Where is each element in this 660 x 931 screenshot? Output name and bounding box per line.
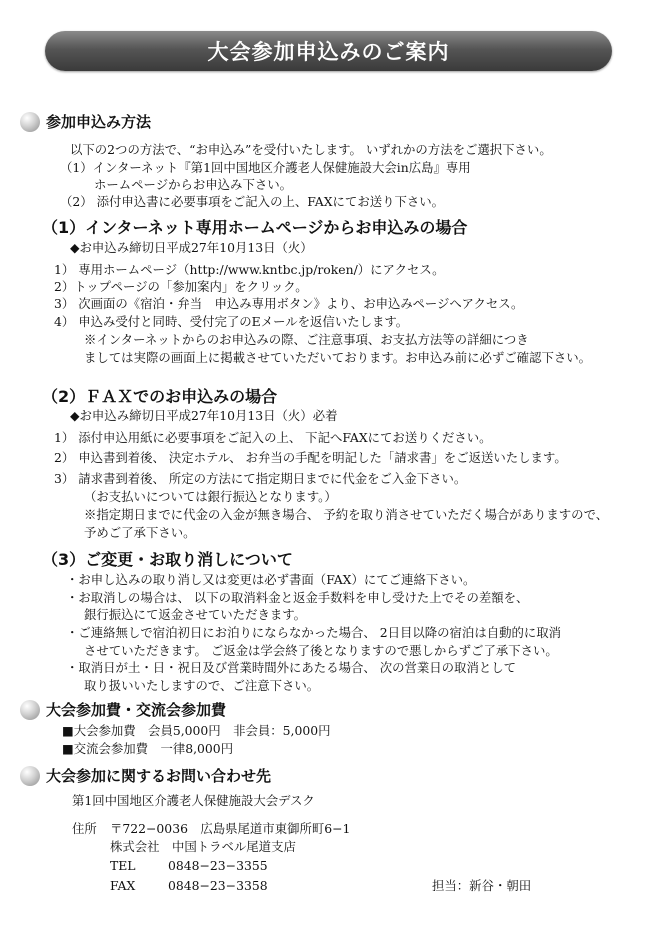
fax-deadline: ◆お申込み締切日平成27年10月13日（火）必着: [70, 408, 338, 423]
internet-heading: （1）インターネット専用ホームページからお申込みの場合: [42, 218, 468, 237]
change-bullet-4a: ・取消日が土・日・祝日及び営業時間外にあたる場合、 次の営業日の取消として: [66, 660, 517, 675]
fee-line-1: ■大会参加費 会員5,000円 非会員：5,000円: [62, 723, 331, 738]
contact-desk: 第1回中国地区介護老人保健施設大会デスク: [72, 793, 315, 808]
method-intro: 以下の2つの方法で、“お申込み”を受付いたします。 いずれかの方法をご選択下さい。: [70, 142, 552, 157]
internet-note-1: ※インターネットからのお申込みの際、ご注意事項、お支払方法等の詳細につき: [84, 332, 529, 347]
internet-deadline: ◆お申込み締切日平成27年10月13日（火）: [70, 240, 313, 255]
change-bullet-2a: ・お取消しの場合は、 以下の取消料金と返金手数料を申し受けた上でその差額を、: [66, 590, 529, 605]
fax-note-2: ※指定期日までに代金の入金が無き場合、 予約を取り消させていただく場合がありますので、: [84, 507, 609, 522]
contact-staff: 担当：新谷・朝田: [432, 878, 532, 893]
internet-step-4: 4） 申込み受付と同時、受付完了のEメールを返信いたします。: [54, 314, 409, 329]
page-title: 大会参加申込みのご案内: [207, 40, 450, 64]
contact-tel: 0848−23−3355: [168, 858, 268, 873]
section-heading-text: 大会参加に関するお問い合わせ先: [46, 767, 272, 785]
contact-company: 株式会社 中国トラベル尾道支店: [110, 839, 296, 854]
section-heading-fee: [20, 699, 226, 720]
contact-tel-label: TEL: [110, 858, 136, 873]
internet-step-1: 1） 専用ホームページ（http://www.kntbc.jp/roken/）にアクセス。: [54, 262, 445, 277]
method-line-2: （2） 添付申込書に必要事項をご記入の上、FAXにてお送り下さい。: [60, 194, 445, 209]
fax-heading: （2）ＦＡＸでのお申込みの場合: [42, 387, 278, 406]
method-line-1: （1）インターネット『第1回中国地区介護老人保健施設大会in広島』専用: [60, 160, 471, 175]
section-heading-text: 参加申込み方法: [46, 113, 152, 131]
fax-note-1: （お支払いについては銀行振込となります。）: [84, 489, 337, 504]
bullet-ball-icon: [20, 112, 40, 132]
fax-step-1: 1） 添付申込用紙に必要事項をご記入の上、 下記へFAXにてお送りください。: [54, 430, 492, 445]
change-bullet-4b: 取り扱いいたしますので、ご注意下さい。: [84, 678, 320, 693]
bullet-ball-icon: [20, 700, 40, 720]
fax-note-3: 予めご了承下さい。: [84, 525, 196, 540]
contact-address-label: 住所: [72, 821, 97, 836]
section-heading-contact: [20, 765, 271, 786]
contact-fax-label: FAX: [110, 878, 136, 893]
change-bullet-3b: させていただきます。 ご返金は学会終了後となりますので悪しからずご了承下さい。: [84, 643, 558, 658]
method-line-1b: ホームページからお申込み下さい。: [94, 177, 293, 192]
contact-fax: 0848−23−3358: [168, 878, 268, 893]
internet-note-2: ましては実際の画面上に掲載させていただいております。お申込み前に必ずご確認下さい。: [84, 350, 592, 365]
fax-step-3: 3） 請求書到着後、 所定の方法にて指定期日までに代金をご入金下さい。: [54, 471, 467, 486]
fee-line-2: ■交流会参加費 一律8,000円: [62, 741, 234, 756]
internet-step-3: 3） 次画面の《宿泊・弁当 申込み専用ボタン》より、お申込みページへアクセス。: [54, 296, 524, 311]
fax-step-2: 2） 申込書到着後、 決定ホテル、 お弁当の手配を明記した「請求書」をご返送いたします。: [54, 450, 567, 465]
change-bullet-1: ・お申し込みの取り消し又は変更は必ず書面（FAX）にてご連絡下さい。: [66, 572, 476, 587]
change-bullet-2b: 銀行振込にて返金させていただきます。: [84, 607, 307, 622]
bullet-ball-icon: [20, 766, 40, 786]
section-heading-method: [20, 111, 151, 132]
contact-address: 〒722−0036 広島県尾道市東御所町6−1: [110, 821, 351, 836]
change-bullet-3a: ・ご連絡無しで宿泊初日にお泊りにならなかった場合、 2日目以降の宿泊は自動的に取消: [66, 625, 562, 640]
internet-step-2: 2）トップページの「参加案内」をクリック。: [54, 279, 308, 294]
change-heading: （3）ご変更・お取り消しについて: [42, 550, 293, 569]
title-banner: [45, 31, 612, 71]
section-heading-text: 大会参加費・交流会参加費: [46, 701, 227, 719]
